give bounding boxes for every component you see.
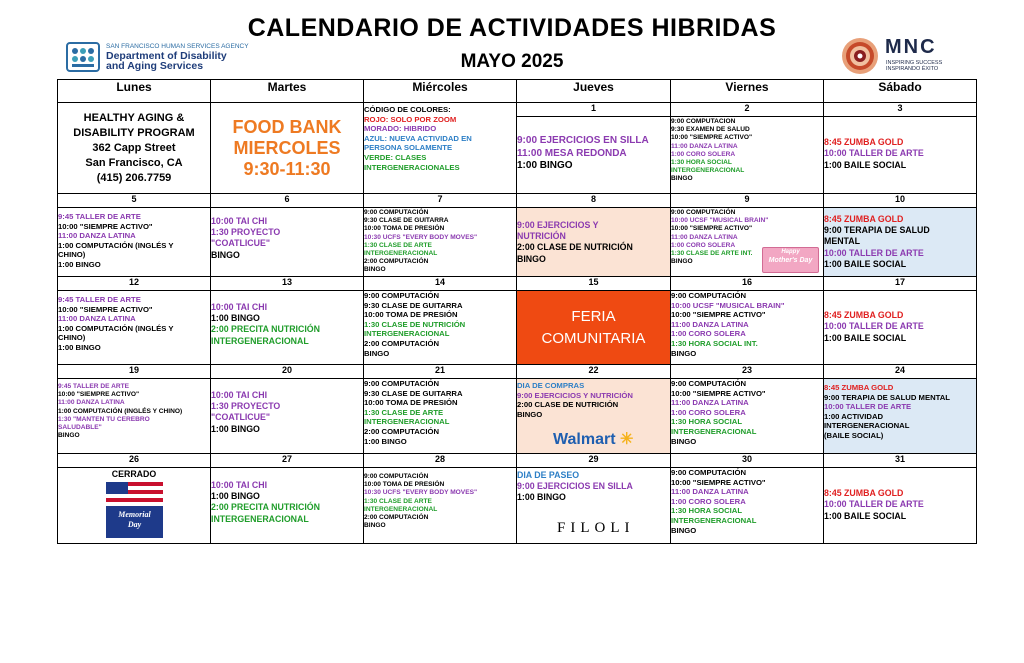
activity: 1:30 PROYECTO [211, 227, 281, 238]
food-bank-line: MIERCOLES [233, 137, 341, 158]
date-number: 28 [364, 454, 517, 468]
activity: 1:00 BAILE SOCIAL [824, 332, 907, 343]
activity: 1:30 HORA SOCIAL [671, 159, 732, 167]
activity: 10:00 TALLER DE ARTE [824, 321, 924, 332]
activity: INTERGENERACIONAL [364, 329, 450, 339]
date-number: 20 [211, 365, 364, 379]
activity: BINGO [364, 266, 386, 274]
day-activities-may-20 [211, 379, 364, 454]
legend-red: ROJO: SOLO POR ZOOM [364, 114, 457, 124]
activity: 10:00 TALLER DE ARTE [824, 402, 912, 412]
activity: CHINO) [58, 250, 86, 260]
activity: 2:00 CLASE DE NUTRICIÓN [517, 242, 633, 253]
activity: 1:00 CORO SOLERA [671, 329, 746, 339]
activity: 9:30 EXAMEN DE SALUD [671, 126, 750, 134]
activity: 9:00 COMPUTACIÓN [671, 379, 747, 388]
memorial-line: Day [127, 520, 142, 529]
flag-canton [106, 482, 128, 494]
activity: BINGO [517, 409, 543, 419]
activity: (BAILE SOCIAL) [824, 430, 884, 440]
weekday-header: Lunes [58, 80, 211, 103]
activity: 10:00 TOMA DE PRESIÓN [364, 398, 458, 408]
activity: 9:45 TALLER DE ARTE [58, 295, 141, 304]
day-activities-may-13 [211, 291, 364, 365]
date-number: 10 [824, 194, 977, 208]
activity: 11:00 DANZA LATINA [58, 399, 125, 407]
date-number: 22 [517, 365, 671, 379]
activity: 9:00 EJERCICIOS Y NUTRICIÓN [517, 390, 633, 400]
activity: 1:00 COMPUTACIÓN (INGLÉS Y [58, 240, 174, 250]
activity: 1:00 BINGO [211, 313, 260, 324]
date-number-row [58, 365, 977, 379]
weekday-header: Miércoles [364, 80, 517, 103]
activity: 8:45 ZUMBA GOLD [824, 383, 894, 392]
activity: 1:00 BINGO [211, 423, 260, 434]
program-line: (415) 206.7759 [96, 172, 172, 184]
activity: INTERGENERACIONAL [211, 513, 309, 524]
memorial-day-image [106, 482, 163, 538]
tagline-line: INSPIRANDO ÉXITO [886, 66, 939, 72]
date-number: 17 [824, 277, 977, 291]
activity: 9:00 COMPUTACIÓN [364, 291, 440, 300]
weekday-header: Jueves [517, 80, 671, 103]
activity: 1:30 CLASE DE ARTE INT. [671, 250, 753, 258]
date-number: 29 [517, 454, 671, 468]
feria-comunitaria-cell [517, 291, 671, 365]
activity: BINGO [211, 249, 240, 260]
calendar-grid [57, 79, 977, 544]
activity: 8:45 ZUMBA GOLD [824, 214, 904, 224]
activity: 11:00 DANZA LATINA [58, 231, 136, 241]
badge-line: Mother's Day [768, 257, 813, 264]
day-activities-may-28 [364, 468, 517, 544]
legend-green: VERDE: CLASES [364, 152, 427, 162]
activity: 11:00 DANZA LATINA [671, 319, 749, 329]
program-line: DISABILITY PROGRAM [73, 127, 195, 139]
day-activities-may-30 [671, 468, 824, 544]
walmart-spark-icon: ✳ [619, 431, 634, 448]
activity: 1:00 CORO SOLERA [671, 150, 736, 158]
activity: 10:00 TOMA DE PRESIÓN [364, 310, 458, 320]
activity: INTERGENERACIONAL [364, 505, 438, 513]
activity: 1:00 BAILE SOCIAL [824, 159, 907, 170]
activity: 10:00 TAI CHI [211, 216, 268, 226]
mnc-name: MNC [885, 36, 937, 58]
activity: 9:30 CLASE DE GUITARRA [364, 300, 463, 310]
activity: 11:00 DANZA LATINA [671, 487, 749, 497]
activity: 1:00 CORO SOLERA [671, 496, 746, 506]
day-activities-may-12 [58, 291, 211, 365]
page-subtitle: MAYO 2025 [460, 51, 564, 72]
activity: 10:00 TALLER DE ARTE [824, 499, 924, 510]
program-info-cell [58, 103, 211, 194]
memorial-line: Memorial [118, 510, 151, 519]
activity: BINGO [58, 432, 80, 440]
activity: 1:00 COMPUTACIÓN (INGLÉS Y CHINO) [58, 407, 183, 415]
activity: 1:00 BINGO [211, 491, 260, 502]
date-number: 2 [671, 103, 824, 117]
activity: 10:00 "SIEMPRE ACTIVO" [58, 391, 140, 399]
activity: 11:00 DANZA LATINA [671, 233, 738, 241]
color-legend-cell [364, 103, 517, 194]
activity: 2:00 COMPUTACIÓN [364, 426, 440, 436]
date-number: 3 [824, 103, 977, 117]
day-activities-may-9 [671, 208, 824, 277]
day-activities-may-5 [58, 208, 211, 277]
date-number-row [58, 194, 977, 208]
activity: 1:00 BINGO [517, 160, 573, 172]
day-activities-may-22 [517, 379, 671, 454]
dads-emblem-icon [66, 42, 100, 72]
food-bank-line: 9:30-11:30 [243, 158, 331, 179]
day-activities-may-17 [824, 291, 977, 365]
mothers-day-badge [762, 247, 819, 273]
feria-line: COMUNITARIA [541, 329, 646, 347]
day-activities-may-6 [211, 208, 364, 277]
date-number: 30 [671, 454, 824, 468]
agency-name: SAN FRANCISCO HUMAN SERVICES AGENCY [106, 43, 249, 50]
activity: 9:00 COMPUTACION [671, 118, 736, 125]
activity: INTERGENERACIONAL [671, 167, 745, 175]
activity: 2:00 COMPUTACIÓN [364, 338, 440, 348]
day-activities-may-8 [517, 208, 671, 277]
date-number: 12 [58, 277, 211, 291]
activity: 1:30 CLASE DE NUTRICIÓN [364, 319, 466, 329]
dads-logo [66, 42, 266, 74]
date-number: 9 [671, 194, 824, 208]
activity: 1:00 COMPUTACIÓN (INGLÉS Y [58, 323, 174, 333]
dept-name [106, 51, 227, 71]
activity: DIA DE PASEO [517, 470, 580, 480]
activity: 11:00 MESA REDONDA [517, 147, 627, 159]
activity: 1:30 "MANTEN TU CEREBRO [58, 415, 150, 423]
activity: 1:00 BINGO [58, 342, 101, 352]
activity: 10:00 TOMA DE PRESIÓN [364, 225, 445, 233]
activity: 9:00 COMPUTACIÓN [364, 379, 440, 388]
walmart-text: Walmart [553, 431, 616, 448]
activity: 9:45 TALLER DE ARTE [58, 383, 130, 390]
activity: CHINO) [58, 333, 86, 343]
dept-line: Department of Disability [106, 50, 227, 62]
activity: BINGO [671, 436, 697, 446]
activity: INTERGENERACIONAL [671, 515, 757, 525]
day-activities-may-2 [671, 117, 824, 194]
activity: 10:00 "SIEMPRE ACTIVO" [671, 310, 766, 320]
activity: SALUDABLE" [58, 424, 102, 432]
walmart-logo [553, 431, 633, 449]
filoli-logo: FILOLI [557, 520, 635, 536]
activity: 9:00 COMPUTACIÓN [671, 468, 747, 477]
activity: 10:00 TALLER DE ARTE [824, 247, 924, 258]
date-number: 23 [671, 365, 824, 379]
activity: 10:00 "SIEMPRE ACTIVO" [58, 304, 153, 314]
activity: INTERGENERACIONAL [211, 335, 309, 346]
date-number: 31 [824, 454, 977, 468]
date-number-row [58, 277, 977, 291]
program-line: San Francisco, CA [85, 157, 183, 169]
date-number: 8 [517, 194, 671, 208]
activity: 1:00 BAILE SOCIAL [824, 258, 907, 269]
activity: 1:00 CORO SOLERA [671, 241, 736, 249]
day-activities-may-1 [517, 117, 671, 194]
date-number-row [58, 103, 977, 117]
day-activities-may-3 [824, 117, 977, 194]
activity: 10:00 "SIEMPRE ACTIVO" [671, 477, 766, 487]
closed-label: CERRADO [111, 469, 157, 479]
activity: 10:00 TAI CHI [211, 302, 268, 312]
tagline-line: INSPIRING SUCCESS [886, 60, 943, 66]
activity: 2:00 COMPUTACIÓN [364, 514, 429, 522]
weekday-header: Viernes [671, 80, 824, 103]
legend-green: INTERGENERACIONALES [364, 162, 460, 172]
activity: BINGO [364, 348, 390, 358]
day-activities-may-7 [364, 208, 517, 277]
dept-line: and Aging Services [106, 60, 204, 72]
activity: 9:45 TALLER DE ARTE [58, 212, 141, 221]
weekday-header: Martes [211, 80, 364, 103]
program-line: HEALTHY AGING & [83, 112, 185, 124]
activity: 1:30 HORA SOCIAL [671, 506, 743, 516]
date-number: 16 [671, 277, 824, 291]
badge-line: Happy [781, 249, 800, 255]
food-bank-cell [211, 103, 364, 194]
date-number: 14 [364, 277, 517, 291]
date-number: 5 [58, 194, 211, 208]
activity: 9:30 CLASE DE GUITARRA [364, 388, 463, 398]
activity: 9:30 CLASE DE GUITARRA [364, 217, 449, 225]
activity: BINGO [517, 253, 546, 264]
date-number: 27 [211, 454, 364, 468]
legend-heading: CÓDIGO DE COLORES: [364, 105, 451, 114]
legend-blue: PERSONA SOLAMENTE [364, 143, 453, 153]
activity: 1:00 BAILE SOCIAL [824, 510, 907, 521]
legend-blue: AZUL: NUEVA ACTIVIDAD EN [364, 133, 472, 143]
food-bank-line: FOOD BANK [232, 116, 342, 137]
mnc-emblem-icon [840, 36, 880, 76]
activity: 1:00 BINGO [517, 492, 566, 503]
day-activities-may-23 [671, 379, 824, 454]
activity: 2:00 COMPUTACIÓN [364, 258, 429, 266]
activity: 10:00 TALLER DE ARTE [824, 148, 924, 159]
date-number-row [58, 454, 977, 468]
activity: INTERGENERACIONAL [824, 421, 910, 431]
activity: 8:45 ZUMBA GOLD [824, 488, 904, 499]
day-activities-may-27 [211, 468, 364, 544]
date-number: 7 [364, 194, 517, 208]
day-activities-may-19 [58, 379, 211, 454]
activity: 10:00 UCSF "MUSICAL BRAIN" [671, 300, 785, 310]
day-activities-may-21 [364, 379, 517, 454]
mnc-tagline [886, 60, 942, 72]
activity: 2:00 PRECITA NUTRICIÓN [211, 502, 320, 513]
activity: 10:00 "SIEMPRE ACTIVO" [671, 388, 766, 398]
activity: 1:30 HORA SOCIAL INT. [671, 338, 758, 348]
activity: 2:00 CLASE DE NUTRICIÓN [517, 400, 619, 410]
weekday-header: Sábado [824, 80, 977, 103]
legend-purple: MORADO: HIBRIDO [364, 124, 437, 134]
activity: 11:00 DANZA LATINA [58, 314, 136, 324]
activity: BINGO [671, 258, 693, 266]
day-activities-may-10 [824, 208, 977, 277]
activity: INTERGENERACIONAL [364, 250, 438, 258]
activity-row [58, 379, 977, 454]
date-number: 26 [58, 454, 211, 468]
activity: 10:00 "SIEMPRE ACTIVO" [58, 221, 153, 231]
activity: 10:00 "SIEMPRE ACTIVO" [671, 134, 753, 142]
activity: MENTAL [824, 236, 860, 247]
activity: BINGO [671, 525, 697, 535]
date-number: 15 [517, 277, 671, 291]
day-activities-may-16 [671, 291, 824, 365]
activity: 9:00 TERAPIA DE SALUD [824, 225, 930, 236]
activity: 1:00 ACTIVIDAD [824, 411, 884, 421]
activity: 9:00 EJERCICIOS EN SILLA [517, 135, 649, 147]
activity: 1:00 CORO SOLERA [671, 407, 746, 417]
activity: 10:00 TOMA DE PRESIÓN [364, 481, 445, 489]
date-number: 19 [58, 365, 211, 379]
activity: 2:00 PRECITA NUTRICIÓN [211, 324, 320, 335]
activity: 1:30 CLASE DE ARTE [364, 407, 444, 417]
day-activities-may-26 [58, 468, 211, 544]
activity: 8:45 ZUMBA GOLD [824, 137, 904, 148]
activity: 11:00 DANZA LATINA [671, 142, 738, 150]
activity: 10:00 UCSF "MUSICAL BRAIN" [671, 217, 769, 225]
activity: NUTRICIÓN [517, 231, 566, 242]
activity-row [58, 208, 977, 277]
activity: 9:00 EJERCICIOS EN SILLA [517, 481, 633, 492]
activity: 1:30 PROYECTO [211, 401, 281, 412]
feria-line: FERIA [571, 307, 616, 325]
activity: 9:00 COMPUTACIÓN [671, 209, 736, 216]
activity: "COATLICUE" [211, 238, 271, 249]
activity: INTERGENERACIONAL [364, 417, 450, 427]
activity: 8:45 ZUMBA GOLD [824, 310, 904, 321]
day-activities-may-31 [824, 468, 977, 544]
activity: "COATLICUE" [211, 412, 271, 423]
activity-row [58, 291, 977, 365]
activity: 9:00 COMPUTACIÓN [671, 291, 747, 300]
weekday-header-row [58, 80, 977, 103]
activity: 9:00 COMPUTACIÓN [364, 209, 429, 216]
activity: 10:00 "SIEMPRE ACTIVO" [671, 225, 753, 233]
date-number: 13 [211, 277, 364, 291]
date-number: 21 [364, 365, 517, 379]
activity: 10:30 UCFS "EVERY BODY MOVES" [364, 233, 478, 241]
activity: 9:00 COMPUTACIÓN [364, 473, 429, 480]
activity: 9:00 TERAPIA DE SALUD MENTAL [824, 392, 950, 402]
day-activities-may-24 [824, 379, 977, 454]
day-activities-may-29 [517, 468, 671, 544]
date-number: 6 [211, 194, 364, 208]
activity: BINGO [364, 522, 386, 530]
activity: 10:30 UCFS "EVERY BODY MOVES" [364, 489, 478, 497]
activity: 9:00 EJERCICIOS Y [517, 220, 599, 230]
program-line: 362 Capp Street [92, 142, 176, 154]
page-title: CALENDARIO DE ACTIVIDADES HIBRIDAS [247, 14, 777, 42]
activity: 10:00 TAI CHI [211, 480, 268, 490]
date-number: 1 [517, 103, 671, 117]
day-activities-may-14 [364, 291, 517, 365]
activity: 10:00 TAI CHI [211, 390, 268, 400]
activity: INTERGENERACIONAL [671, 426, 757, 436]
activity: 1:00 BINGO [364, 436, 407, 446]
activity: BINGO [671, 175, 693, 183]
activity: 11:00 DANZA LATINA [671, 398, 749, 408]
activity-row [58, 468, 977, 544]
activity: DIA DE COMPRAS [517, 381, 585, 390]
mnc-logo [840, 36, 990, 76]
date-number: 24 [824, 365, 977, 379]
activity: 1:30 CLASE DE ARTE [364, 241, 432, 249]
activity: 1:00 BINGO [58, 259, 101, 269]
activity: 1:30 CLASE DE ARTE [364, 497, 432, 505]
activity: 1:30 HORA SOCIAL [671, 417, 743, 427]
activity: BINGO [671, 348, 697, 358]
